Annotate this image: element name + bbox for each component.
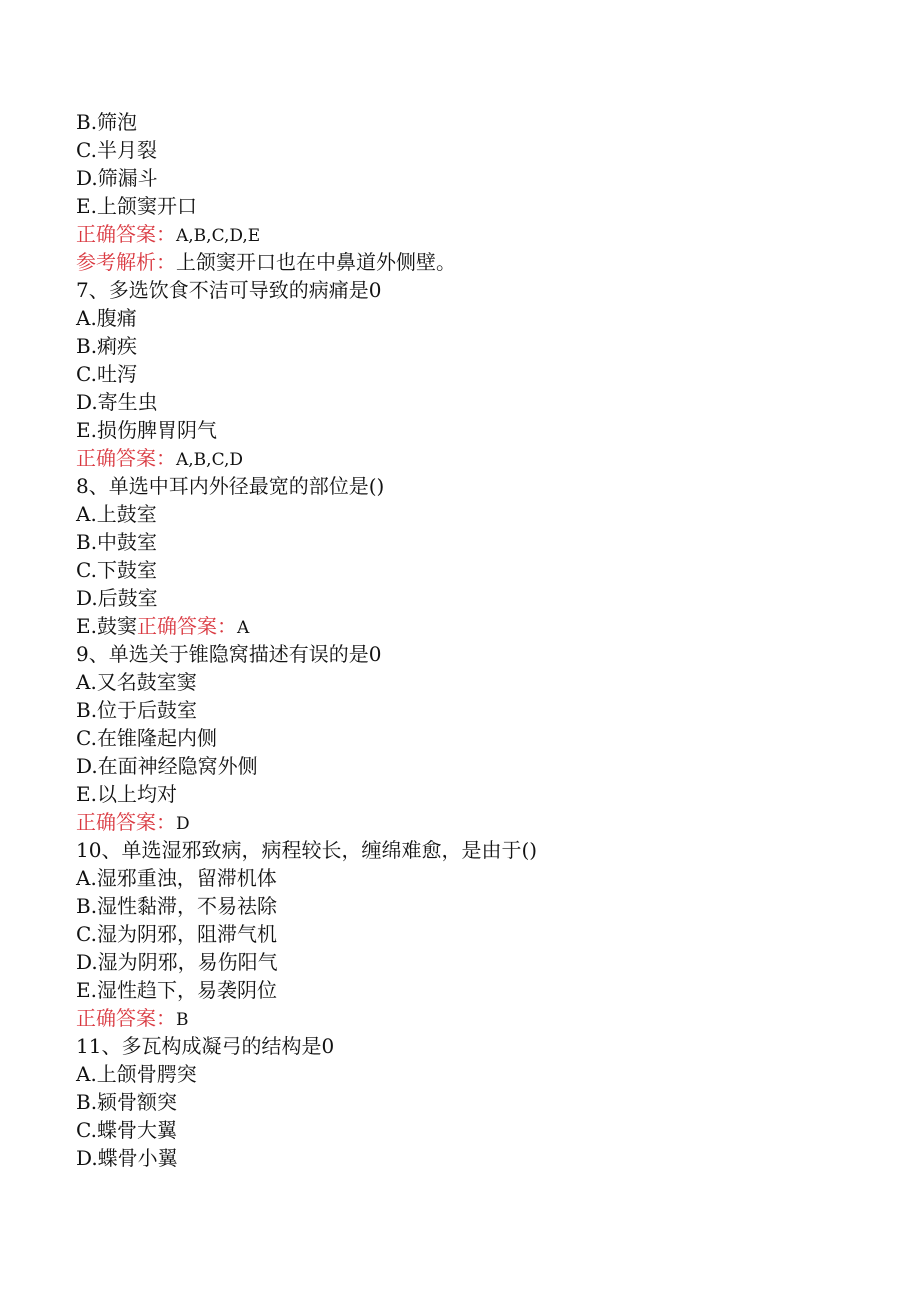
q11-option-c: C.蝶骨大翼 bbox=[76, 1118, 177, 1142]
answer-value: A,B,C,D bbox=[176, 450, 244, 470]
answer-label: 正确答案： bbox=[76, 1006, 176, 1030]
option-b: B.筛泡 bbox=[76, 110, 138, 134]
answer-line bbox=[76, 220, 876, 248]
q11-option-a: A.上颌骨腭突 bbox=[76, 1062, 197, 1086]
q9-option-c: C.在锥隆起内侧 bbox=[76, 726, 217, 750]
question-7: 7、多选饮食不洁可导致的病痛是0 bbox=[76, 278, 382, 302]
q9-option-a: A.又名鼓室窦 bbox=[76, 670, 197, 694]
answer-value: A,B,C,D,E bbox=[176, 226, 261, 246]
analysis-label: 参考解析： bbox=[76, 250, 176, 274]
q11-option-b: B.颍骨额突 bbox=[76, 1090, 178, 1114]
q7-answer-line bbox=[76, 444, 876, 472]
q9-option-b: B.位于后鼓室 bbox=[76, 698, 198, 722]
option-e: E.上颌窦开口 bbox=[76, 194, 197, 218]
analysis-line bbox=[76, 248, 876, 276]
question-10: 10、单选湿邪致病，病程较长，缠绵难愈，是由于() bbox=[76, 838, 538, 862]
q8-option-b: B.中鼓室 bbox=[76, 530, 158, 554]
question-8: 8、单选中耳内外径最宽的部位是() bbox=[76, 474, 385, 498]
q8-option-a: A.上鼓室 bbox=[76, 502, 157, 526]
q10-option-c: C.湿为阴邪，阻滞气机 bbox=[76, 922, 277, 946]
q8-option-e: E.鼓窦 bbox=[76, 614, 137, 638]
q8-option-d: D.后鼓室 bbox=[76, 586, 158, 610]
q7-option-d: D.寄生虫 bbox=[76, 390, 158, 414]
q11-option-d: D.蝶骨小翼 bbox=[76, 1146, 178, 1170]
q10-option-b: B.湿性黏滞，不易祛除 bbox=[76, 894, 278, 918]
q10-answer-line bbox=[76, 1004, 876, 1032]
q7-option-a: A.腹痛 bbox=[76, 306, 137, 330]
q9-option-d: D.在面神经隐窝外侧 bbox=[76, 754, 258, 778]
q8-option-c: C.下鼓室 bbox=[76, 558, 157, 582]
answer-label: 正确答案： bbox=[136, 614, 237, 638]
q10-option-a: A.湿邪重浊，留滞机体 bbox=[76, 866, 277, 890]
option-d: D.筛漏斗 bbox=[76, 166, 158, 190]
q7-option-c: C.吐泻 bbox=[76, 362, 137, 386]
answer-value: B bbox=[176, 1010, 189, 1030]
option-c: C.半月裂 bbox=[76, 138, 157, 162]
q8-option-e-with-answer bbox=[76, 612, 876, 640]
q9-answer-line bbox=[76, 808, 876, 836]
q10-option-e: E.湿性趋下，易袭阴位 bbox=[76, 978, 277, 1002]
q7-option-e: E.损伤脾胃阴气 bbox=[76, 418, 217, 442]
answer-label: 正确答案： bbox=[76, 222, 176, 246]
document-page bbox=[76, 108, 876, 1172]
answer-value: D bbox=[176, 814, 190, 834]
answer-value: A bbox=[236, 618, 250, 638]
q9-option-e: E.以上均对 bbox=[76, 782, 177, 806]
answer-label: 正确答案： bbox=[76, 810, 176, 834]
analysis-text: 上颌窦开口也在中鼻道外侧壁。 bbox=[176, 250, 456, 274]
q10-option-d: D.湿为阴邪，易伤阳气 bbox=[76, 950, 278, 974]
question-9: 9、单选关于锥隐窝描述有误的是0 bbox=[76, 642, 382, 666]
q7-option-b: B.痢疾 bbox=[76, 334, 138, 358]
answer-label: 正确答案： bbox=[76, 446, 176, 470]
question-11: 11、多瓦构成凝弓的结构是0 bbox=[76, 1034, 335, 1058]
